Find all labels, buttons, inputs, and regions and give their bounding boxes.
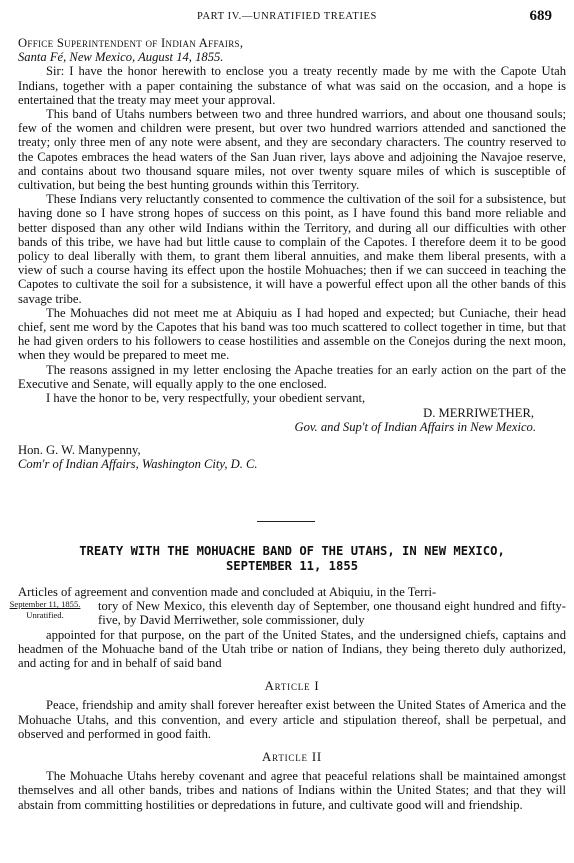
article-heading: Article I xyxy=(264,679,320,694)
treaty-title-line: TREATY WITH THE MOHUACHE BAND OF THE UTAHS, IN NEW MEXICO, xyxy=(79,544,505,558)
margin-note-date: September 11, 1855. xyxy=(9,599,81,610)
running-title: PART IV.—UNRATIFIED TREATIES xyxy=(196,11,377,22)
letter-paragraph: These Indians very reluctantly consented to commence the cultivation of the soil for a subsistence, but having done so I have strong hopes of success on this point, as I have found this band more reliable and better disposed than any other wild Indians within the Territory, and during all our difficulties with other bands of this tribe, we have had but little cause to complain of the Capotes. I therefore deem it to be good policy to deal liberally with them, to grant them liberal annuities, and make them liberal presents, with a view of such a course having its effect upon the hostile Mohuaches; then if we can succeed in teaching the Capotes to cultivate the soil for a subsistence, it will have a powerful effect upon all the other bands of this savage tribe. xyxy=(18,192,566,306)
article-heading: Article II xyxy=(262,750,322,765)
addressee-name: Hon. G. W. Manypenny, xyxy=(18,442,141,457)
treaty-title-line: SEPTEMBER 11, 1855 xyxy=(225,559,359,573)
running-header xyxy=(0,8,574,26)
treaty-title xyxy=(18,544,566,574)
addressee-title: Com'r of Indian Affairs, Washington City, D. C. xyxy=(18,456,258,471)
section-divider xyxy=(257,521,315,522)
article-text: Peace, friendship and amity shall forever hereafter exist between the United States of America and the Mohuache Utahs, and this convention, and every article and stipulation thereof, shall be perpetual, and observed and performed in good faith. xyxy=(18,698,566,741)
margin-note xyxy=(8,599,82,621)
margin-note-status: Unratified. xyxy=(26,610,64,621)
letter-office: Office Superintendent of Indian Affairs, xyxy=(18,36,244,50)
letter xyxy=(18,36,566,471)
preamble-indented-text: tory of New Mexico, this eleventh day of September, one thousand eight hundred and fifty-five, by David Merriwether, sole commissioner, duly xyxy=(98,599,566,628)
preamble-rest: appointed for that purpose, on the part of the United States, and the undersigned chiefs, captains and headmen of the Mohuache band of the Utah tribe or nation of Indians, they being thereto duly authorized, and acting for and in behalf of said band xyxy=(18,627,566,671)
letter-paragraph: Sir: I have the honor herewith to enclose you a treaty recently made by me with the Capote Utah Indians, together with a paper containing the substance of what was said on the occasion, and a hope is entertained that the treaty may meet your approval. xyxy=(18,64,566,107)
letter-paragraph: This band of Utahs numbers between two and three hundred warriors, and about one thousand souls; few of the women and children were present, but over two hundred warriors attended and sanctioned the treaty; only three men of any note were absent, and they are secondary characters. The country reserved to the Capotes embraces the head waters of the San Juan river, lays above and adjoining the Navajoe reserve, and contains about two thousand square miles, not over twenty square miles of which is susceptible of cultivation, but being the best hunting grounds within this Territory. xyxy=(18,107,566,193)
letter-paragraph: The Mohuaches did not meet me at Abiquiu as I had hoped and expected; but Cuniache, their head chief, sent me word by the Capotes that his band was too much scattered to collect together in time, but that he had given orders to his followers to cease hostilities and assemble on the Conejos during the next moon, when they would be prepared to meet me. xyxy=(18,305,566,363)
letter-place-date: Santa Fé, New Mexico, August 14, 1855. xyxy=(18,50,224,65)
article-text: The Mohuache Utahs hereby covenant and agree that peaceful relations shall be maintained amongst themselves and all other bands, tribes and nations of Indians within the United States; and that they will abstain from committing hostilities or depredations in future, and cultivate good will and friendship. xyxy=(18,769,566,812)
signature-name: D. MERRIWETHER, xyxy=(423,406,534,421)
preamble-first-line: Articles of agreement and convention made and concluded at Abiquiu, in the Terri- xyxy=(18,585,437,599)
preamble-sidenote-block xyxy=(9,599,566,628)
treaty-body xyxy=(9,585,566,812)
letter-closing: I have the honor to be, very respectfully, your obedient servant, xyxy=(46,391,366,406)
letter-paragraph: The reasons assigned in my letter enclosing the Apache treaties for an early action on the part of the Executive and Senate, will equally apply to the one enclosed. xyxy=(18,362,566,391)
page-number: 689 xyxy=(529,8,552,24)
signature-title: Gov. and Sup't of Indian Affairs in New Mexico. xyxy=(294,420,536,435)
